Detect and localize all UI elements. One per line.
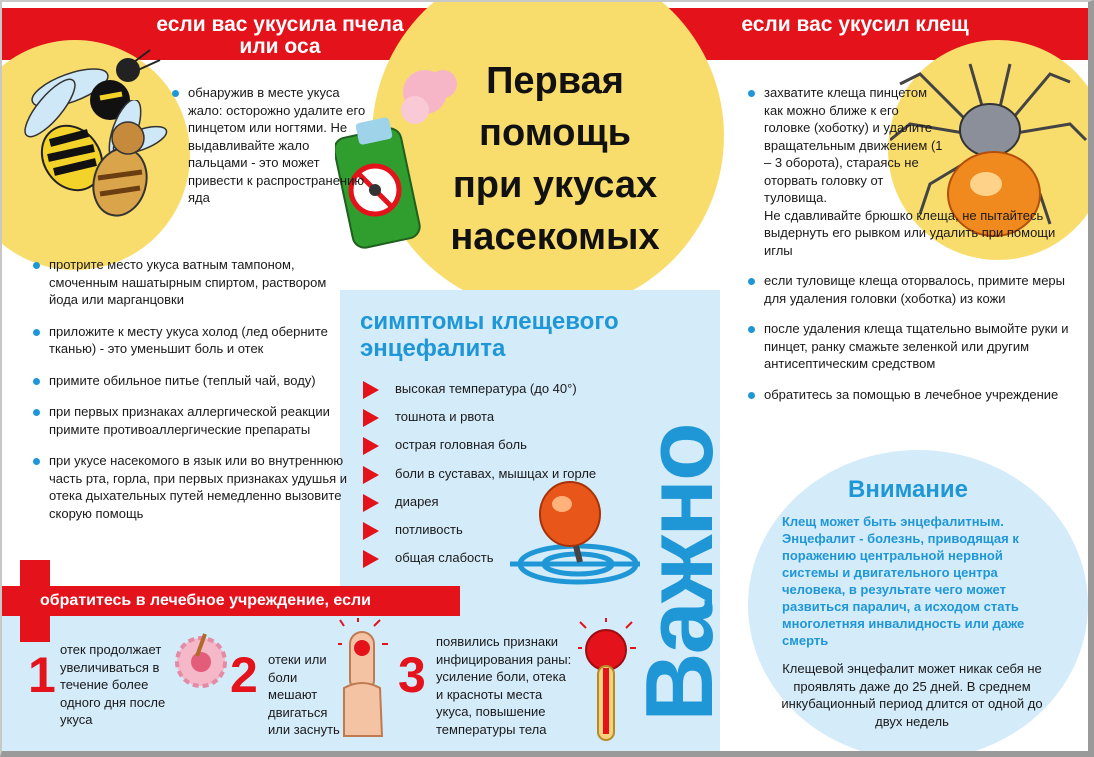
conditions-banner-text: обратитесь в лечебное учреждение, если <box>40 592 371 609</box>
tick-instruction-item: обратитесь за помощью в лечебное учреждение <box>748 386 1078 404</box>
tick-instruction-item <box>748 84 1078 259</box>
tick-instruction-note: Не сдавливайте брюшко клеща, не пытайтесь выдернуть его рывком или удалить при помощи иглы <box>764 207 1056 258</box>
condition-number: 3 <box>398 647 426 703</box>
header-bee-title: если вас укусила пчела или оса <box>156 13 404 58</box>
first-aid-item: протрите место укуса ватным тампоном, смоченным нашатырным спиртом, раствором йода или марганцовки <box>33 256 353 309</box>
condition-text: отеки или боли мешают двигаться или заснуть <box>268 652 340 737</box>
symptom-item: боли в суставах, мышцах и горле <box>363 463 623 491</box>
condition-text: появились признаки инфицирования раны: усиление боли, отека и красноты места укуса, повышение температуры тела <box>436 634 572 737</box>
first-aid-item: примите обильное питье (теплый чай, воду) <box>33 372 353 390</box>
bee-icon <box>70 100 170 230</box>
first-aid-item: приложите к месту укуса холод (лед оберните тканью) - это уменьшит боль и отек <box>33 323 353 358</box>
bee-instructions <box>172 84 372 219</box>
tick-instruction-item: после удаления клеща тщательно вымойте руки и пинцет, ранку смажьте зеленкой или другим антисептическим средством <box>748 320 1078 373</box>
symptom-item: тошнота и рвота <box>363 406 623 434</box>
attention-title: Внимание <box>848 476 968 503</box>
symptom-item: высокая температура (до 40°) <box>363 378 623 406</box>
first-aid-item: при укусе насекомого в язык или во внутреннюю часть рта, горла, при первых признаках удушья и отека дыхательных путей немедленно вызовите скорую помощь <box>33 452 353 522</box>
symptoms-title: симптомы клещевого энцефалита <box>360 308 619 362</box>
thermometer-icon <box>578 618 638 748</box>
tick-instruction-main: захватите клеща пинцетом как можно ближе к его головке (хоботку) и удалите вращательным движением (1 – 3 оборота), стараясь не оторвать головку от туловища. <box>764 85 943 205</box>
symptom-item: потливость <box>363 519 623 547</box>
symptom-item: острая головная боль <box>363 434 623 462</box>
first-aid-item: при первых признаках аллергической реакции примите противоаллергические препараты <box>33 403 353 438</box>
incubation-note: Клещевой энцефалит может никак себя не проявлять даже до 25 дней. В среднем инкубационный период длится от одной до двух недель <box>781 661 1043 729</box>
symptom-item: общая слабость <box>363 547 623 575</box>
tick-instructions <box>748 84 1078 416</box>
important-label <box>626 400 733 745</box>
condition-number: 2 <box>230 647 258 703</box>
sore-finger-icon <box>338 618 388 743</box>
header-tick-title: если вас укусил клещ <box>741 13 969 36</box>
swollen-bite-icon <box>165 630 235 690</box>
main-title: Первая помощь при укусах насекомых <box>450 60 660 258</box>
first-aid-list <box>33 256 353 536</box>
symptoms-list <box>363 378 623 575</box>
symptom-item: диарея <box>363 491 623 519</box>
attention-text: Клещ может быть энцефалитным. Энцефалит - болезнь, приводящая к поражению центральной нервной системы и двигательного центра человека, в результате чего может развиться паралич, а исходом стать многолетняя инвалидность или даже смерть <box>782 514 1025 648</box>
condition-text: отек продолжает увеличиваться в течение более одного дня после укуса <box>60 642 166 727</box>
tick-instruction-item: если туловище клеща оторвалось, примите меры для удаления головки (хоботка) из кожи <box>748 272 1078 307</box>
bee-instruction-item: обнаружив в месте укуса жало: осторожно удалите его пинцетом или ногтями. Не выдавливайте жало пальцами - это может привести к распространению яда <box>172 84 372 207</box>
condition-number: 1 <box>28 647 56 703</box>
important-text: Важно <box>626 423 733 722</box>
